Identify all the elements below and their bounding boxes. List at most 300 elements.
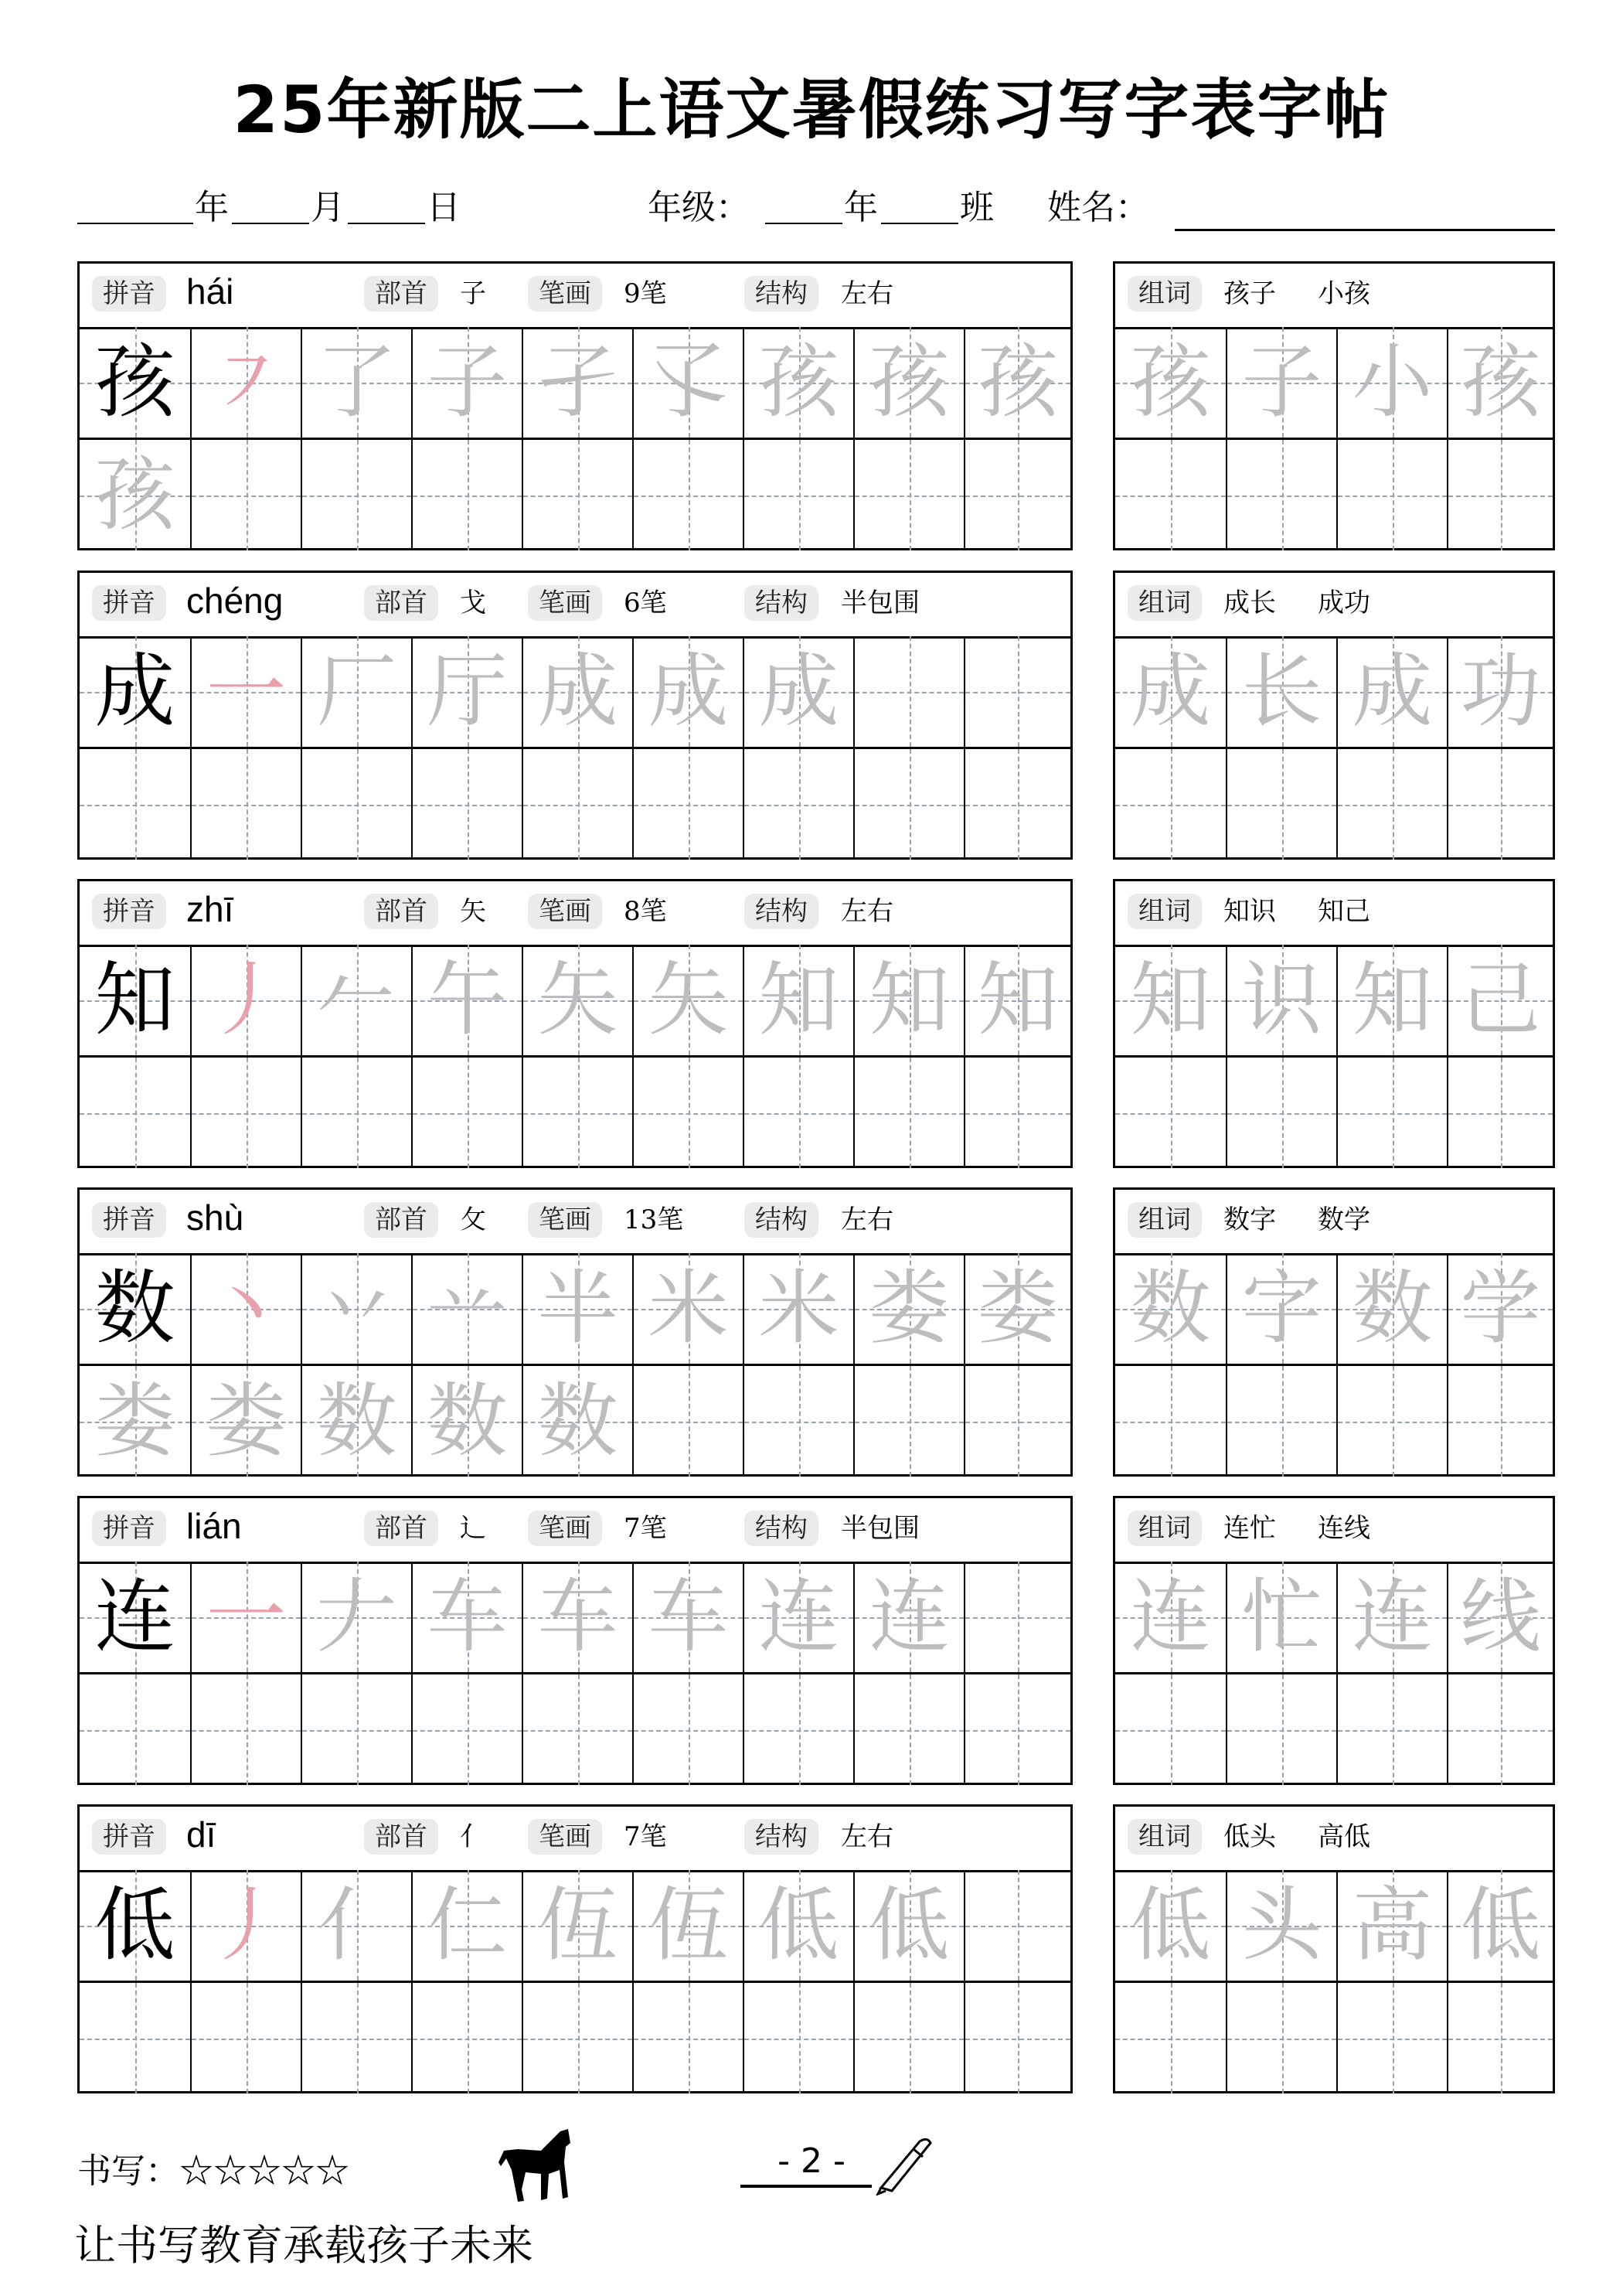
structure-tag: 结构 [744,276,818,312]
writing-cell[interactable] [411,327,522,438]
strokes-tag: 笔画 [528,1511,602,1546]
writing-cell[interactable] [80,327,190,438]
score-line [77,2143,349,2192]
trace-character [192,1983,301,2093]
writing-cell[interactable] [80,1870,190,1981]
trace-character [192,749,301,860]
word-1: 孩子 [1223,278,1276,309]
word-row [1115,747,1553,860]
writing-cell[interactable] [522,1058,632,1168]
month-blank[interactable] [232,223,309,224]
writing-cell[interactable] [301,1058,411,1168]
writing-cell[interactable] [522,1674,632,1785]
writing-cell[interactable] [964,440,1070,550]
trace-character [80,1983,190,2093]
char-panel-1 [77,571,1073,860]
writing-cell[interactable] [1115,1562,1226,1672]
strokes-tag: 笔画 [528,276,602,312]
trace-character: 车 [648,1569,729,1664]
writing-cell[interactable] [1226,1674,1336,1785]
writing-cell[interactable] [80,749,190,860]
radical-value: 辶 [460,1513,486,1544]
writing-cell[interactable] [190,1562,301,1672]
writing-cell[interactable] [632,1366,743,1477]
radical-value: 子 [460,278,486,309]
writing-cell[interactable] [853,1870,964,1981]
writing-cell[interactable] [632,1562,743,1672]
trace-character: 仁 [427,1878,508,1972]
writing-cell[interactable] [1447,440,1553,550]
writing-cell[interactable] [1447,1366,1553,1477]
radical-tag: 部首 [364,1511,438,1546]
word-row [1115,945,1553,1055]
word-1: 连忙 [1223,1513,1276,1544]
writing-cell[interactable] [1226,1870,1336,1981]
trace-character: 孩 [758,335,839,429]
writing-cell[interactable] [743,1983,853,2093]
writing-cell[interactable] [411,1253,522,1364]
strokes-tag: 笔画 [528,894,602,929]
trace-character: 一 [206,644,287,738]
trace-character [80,1058,190,1168]
writing-cell[interactable] [743,636,853,747]
writing-cell[interactable] [964,1562,1070,1672]
writing-cell[interactable] [743,1366,853,1477]
writing-cell[interactable] [190,749,301,860]
writing-cell[interactable] [522,440,632,550]
writing-cell[interactable] [853,945,964,1055]
char-info-header [80,573,1070,639]
writing-cell[interactable] [411,1562,522,1672]
name-blank[interactable] [1175,229,1555,231]
writing-cell[interactable] [1115,440,1226,550]
writing-cell[interactable] [190,1870,301,1981]
writing-cell[interactable] [743,1674,853,1785]
words-header [1115,1190,1553,1255]
year-blank[interactable] [77,223,193,224]
trace-character [302,1674,411,1785]
writing-cell[interactable] [1336,1562,1447,1672]
word-trace-character: 线 [1460,1569,1541,1664]
pinyin-tag: 拼音 [92,1511,166,1546]
writing-cell[interactable] [1226,1562,1336,1672]
writing-cell[interactable] [1115,1983,1226,2093]
day-blank[interactable] [348,223,425,224]
word-trace-character: 孩 [1460,335,1541,429]
writing-cell[interactable] [190,1366,301,1477]
word-row [1115,1055,1553,1168]
trace-character: 厅 [427,644,508,738]
writing-cell[interactable] [853,1366,964,1477]
writing-cell[interactable] [190,440,301,550]
trace-character [192,1674,301,1785]
strokes-tag: 笔画 [528,585,602,621]
writing-cell[interactable] [80,1366,190,1477]
trace-character: 连 [758,1569,839,1664]
words-header [1115,1498,1553,1564]
words-tag: 组词 [1128,276,1202,312]
writing-cell[interactable] [1226,1253,1336,1364]
writing-cell[interactable] [411,1058,522,1168]
writing-cell[interactable] [301,1253,411,1364]
word-trace-character: 成 [1352,644,1433,738]
trace-character [965,1058,1070,1168]
writing-cell[interactable] [1336,1983,1447,2093]
writing-cell[interactable] [853,1983,964,2093]
trace-character: 矢 [537,952,618,1047]
writing-cell[interactable] [522,1983,632,2093]
writing-cell[interactable] [743,945,853,1055]
structure-value: 半包围 [841,1513,920,1544]
word-trace-character: 知 [1352,952,1433,1047]
writing-cell[interactable] [743,1562,853,1672]
writing-cell[interactable] [1447,945,1553,1055]
structure-value: 左右 [841,1821,893,1852]
writing-cell[interactable] [853,1562,964,1672]
words-panel-0 [1113,261,1555,550]
writing-cell[interactable] [632,1983,743,2093]
writing-cell[interactable] [1447,327,1553,438]
writing-cell[interactable] [80,945,190,1055]
writing-cell[interactable] [190,636,301,747]
trace-character: 半 [537,1261,618,1355]
trace-character [634,1058,743,1168]
writing-cell[interactable] [1447,1983,1553,2093]
writing-cell[interactable] [964,1870,1070,1981]
writing-cell[interactable] [411,636,522,747]
writing-cell[interactable] [1226,327,1336,438]
trace-character: 低 [758,1878,839,1972]
name-label: 姓名： [1047,188,1149,227]
writing-cell[interactable] [1226,440,1336,550]
writing-cell[interactable] [190,945,301,1055]
writing-cell[interactable] [1226,749,1336,860]
strokes-value: 13笔 [624,1204,684,1235]
class-label: 班 [960,188,994,227]
writing-cell[interactable] [632,1058,743,1168]
pinyin-tag: 拼音 [92,1202,166,1238]
writing-cell[interactable] [964,1366,1070,1477]
writing-cell[interactable] [632,945,743,1055]
writing-cell[interactable] [80,1674,190,1785]
structure-tag: 结构 [744,585,818,621]
word-trace-character: 连 [1130,1569,1211,1664]
writing-cell[interactable] [1336,327,1447,438]
radical-value: 戈 [460,588,486,618]
word-trace-character: 成 [1130,644,1211,738]
char-info-header [80,1498,1070,1564]
writing-cell[interactable] [190,1253,301,1364]
writing-cell[interactable] [80,1983,190,2093]
writing-cell[interactable] [964,1058,1070,1168]
writing-cell[interactable] [1336,1058,1447,1168]
radical-tag: 部首 [364,1819,438,1855]
score-label: 书写： [77,2151,179,2191]
writing-cell[interactable] [80,1058,190,1168]
writing-cell[interactable] [1115,636,1226,747]
strokes-tag: 笔画 [528,1819,602,1855]
writing-cell[interactable] [1115,1366,1226,1477]
writing-cell[interactable] [853,1253,964,1364]
writing-cell[interactable] [80,1253,190,1364]
model-character: 连 [94,1569,175,1664]
writing-cell[interactable] [853,440,964,550]
writing-cell[interactable] [743,1253,853,1364]
trace-character [523,440,632,550]
writing-cell[interactable] [632,749,743,860]
writing-cell[interactable] [1226,945,1336,1055]
word-row [1115,1981,1553,2093]
word-trace-character: 小 [1352,335,1433,429]
writing-cell[interactable] [301,1983,411,2093]
writing-cell[interactable] [1447,1674,1553,1785]
trace-character: 孩 [869,335,950,429]
writing-cell[interactable] [301,636,411,747]
trace-character [413,1674,522,1785]
writing-cell[interactable] [301,327,411,438]
words-tag: 组词 [1128,1202,1202,1238]
writing-cell[interactable] [1447,1253,1553,1364]
trace-character: 丿 [206,1878,287,1972]
writing-cell[interactable] [190,1674,301,1785]
trace-character: 𠂇 [316,1569,397,1664]
word-trace-character: 识 [1241,952,1322,1047]
writing-cell[interactable] [853,327,964,438]
trace-character: 米 [648,1261,729,1355]
word-row [1115,1253,1553,1364]
trace-character [523,1674,632,1785]
writing-cell[interactable] [743,1058,853,1168]
writing-cell[interactable] [411,1366,522,1477]
writing-cell[interactable] [1115,327,1226,438]
word-1: 低头 [1223,1821,1276,1852]
writing-cell[interactable] [1115,1674,1226,1785]
writing-cell[interactable] [1336,945,1447,1055]
words-panel-2 [1113,879,1555,1168]
trace-character: 午 [427,952,508,1047]
writing-cell[interactable] [1336,1870,1447,1981]
trace-character [855,636,964,747]
word-2: 小孩 [1318,278,1370,309]
words-tag: 组词 [1128,1511,1202,1546]
grade-year-blank[interactable] [765,223,842,224]
writing-cell[interactable] [1115,945,1226,1055]
writing-cell[interactable] [190,1983,301,2093]
strokes-value: 6笔 [624,588,667,618]
model-character: 数 [94,1261,175,1355]
writing-cell[interactable] [190,1058,301,1168]
trace-character: 知 [869,952,950,1047]
writing-cell[interactable] [301,1562,411,1672]
pinyin-tag: 拼音 [92,894,166,929]
writing-cell[interactable] [964,749,1070,860]
writing-cell[interactable] [1226,1366,1336,1477]
words-panel-4 [1113,1496,1555,1785]
pinyin-value: lián [186,1506,242,1546]
writing-cell[interactable] [853,636,964,747]
writing-cell[interactable] [1226,1058,1336,1168]
writing-cell[interactable] [80,440,190,550]
trace-character: 娄 [94,1374,175,1468]
writing-cell[interactable] [632,1253,743,1364]
pinyin-tag: 拼音 [92,585,166,621]
trace-character [80,749,190,860]
writing-cell[interactable] [1115,1253,1226,1364]
model-character: 知 [94,952,175,1047]
writing-cell[interactable] [411,1674,522,1785]
writing-cell[interactable] [964,636,1070,747]
practice-row [80,1870,1070,1981]
writing-cell[interactable] [1447,1562,1553,1672]
char-info-header [80,1807,1070,1872]
strokes-tag: 笔画 [528,1202,602,1238]
grade-label: 年级： [648,188,750,227]
writing-cell[interactable] [411,440,522,550]
words-panel-5 [1113,1804,1555,2093]
radical-tag: 部首 [364,585,438,621]
writing-cell[interactable] [1226,636,1336,747]
writing-cell[interactable] [411,945,522,1055]
writing-cell[interactable] [632,1674,743,1785]
writing-cell[interactable] [1336,749,1447,860]
writing-cell[interactable] [522,749,632,860]
writing-cell[interactable] [964,1983,1070,2093]
writing-cell[interactable] [853,1058,964,1168]
horse-icon [495,2127,580,2208]
writing-cell[interactable] [632,1870,743,1981]
trace-character [965,749,1070,860]
trace-character [965,1562,1070,1672]
writing-cell[interactable] [1447,1058,1553,1168]
trace-character [855,1674,964,1785]
words-header [1115,1807,1553,1872]
radical-value: 矢 [460,896,486,927]
trace-character: 孑 [537,335,618,429]
trace-character [855,749,964,860]
trace-character [413,440,522,550]
writing-cell[interactable] [411,749,522,860]
practice-row [80,1055,1070,1168]
pinyin-tag: 拼音 [92,1819,166,1855]
writing-cell[interactable] [301,440,411,550]
writing-cell[interactable] [522,1870,632,1981]
writing-cell[interactable] [1447,636,1553,747]
writing-cell[interactable] [1115,1870,1226,1981]
writing-cell[interactable] [522,327,632,438]
trace-character: 成 [648,644,729,738]
writing-cell[interactable] [853,1674,964,1785]
trace-character: 了 [316,335,397,429]
words-tag: 组词 [1128,894,1202,929]
writing-cell[interactable] [964,1253,1070,1364]
writing-cell[interactable] [632,440,743,550]
writing-cell[interactable] [853,749,964,860]
year-label: 年 [195,188,229,227]
word-2: 高低 [1318,1821,1370,1852]
writing-cell[interactable] [1115,749,1226,860]
trace-character [523,1058,632,1168]
writing-cell[interactable] [190,327,301,438]
writing-cell[interactable] [1115,1058,1226,1168]
trace-character [965,636,1070,747]
writing-cell[interactable] [301,1674,411,1785]
writing-cell[interactable] [411,1870,522,1981]
word-trace-character: 知 [1130,952,1211,1047]
writing-cell[interactable] [964,327,1070,438]
writing-cell[interactable] [301,1366,411,1477]
writing-cell[interactable] [1336,1253,1447,1364]
strokes-value: 8笔 [624,896,667,927]
writing-cell[interactable] [1447,749,1553,860]
writing-cell[interactable] [743,327,853,438]
writing-cell[interactable] [522,945,632,1055]
writing-cell[interactable] [411,1983,522,2093]
radical-value: 亻 [460,1821,486,1852]
practice-row [80,747,1070,860]
trace-character [634,440,743,550]
trace-character [965,1870,1070,1981]
page-number-underline [740,2185,872,2188]
structure-tag: 结构 [744,1511,818,1546]
trace-character [634,1366,743,1477]
char-panel-2 [77,879,1073,1168]
grade-year-label: 年 [844,188,878,227]
trace-character: 车 [537,1569,618,1664]
radical-tag: 部首 [364,276,438,312]
writing-cell[interactable] [522,636,632,747]
char-panel-3 [77,1187,1073,1477]
writing-cell[interactable] [522,1562,632,1672]
writing-cell[interactable] [1336,440,1447,550]
writing-cell[interactable] [632,327,743,438]
trace-character: 丷 [316,1261,397,1355]
writing-cell[interactable] [743,440,853,550]
rating-stars[interactable]: ☆☆☆☆☆ [179,2151,349,2191]
writing-cell[interactable] [522,1366,632,1477]
writing-cell[interactable] [522,1253,632,1364]
writing-cell[interactable] [80,1562,190,1672]
writing-cell[interactable] [1336,1674,1447,1785]
trace-character: 娄 [977,1261,1058,1355]
writing-cell[interactable] [964,1674,1070,1785]
writing-cell[interactable] [743,1870,853,1981]
trace-character: 仾 [537,1878,618,1972]
writing-cell[interactable] [301,945,411,1055]
writing-cell[interactable] [301,749,411,860]
word-row [1115,1870,1553,1981]
char-info-header [80,1190,1070,1255]
practice-row [80,1253,1070,1364]
writing-cell[interactable] [1336,636,1447,747]
trace-character: 孩 [94,448,175,542]
writing-cell[interactable] [1447,1870,1553,1981]
date-line [77,179,1561,226]
page-number: - 2 - [777,2141,846,2181]
trace-character [965,1674,1070,1785]
model-character: 孩 [94,335,175,429]
char-info-header [80,881,1070,947]
class-blank[interactable] [881,223,958,224]
writing-cell[interactable] [743,749,853,860]
writing-cell[interactable] [1336,1366,1447,1477]
writing-cell[interactable] [632,636,743,747]
writing-cell[interactable] [964,945,1070,1055]
writing-cell[interactable] [301,1870,411,1981]
trace-character [965,440,1070,550]
writing-cell[interactable] [1226,1983,1336,2093]
writing-cell[interactable] [80,636,190,747]
radical-value: 攵 [460,1204,486,1235]
